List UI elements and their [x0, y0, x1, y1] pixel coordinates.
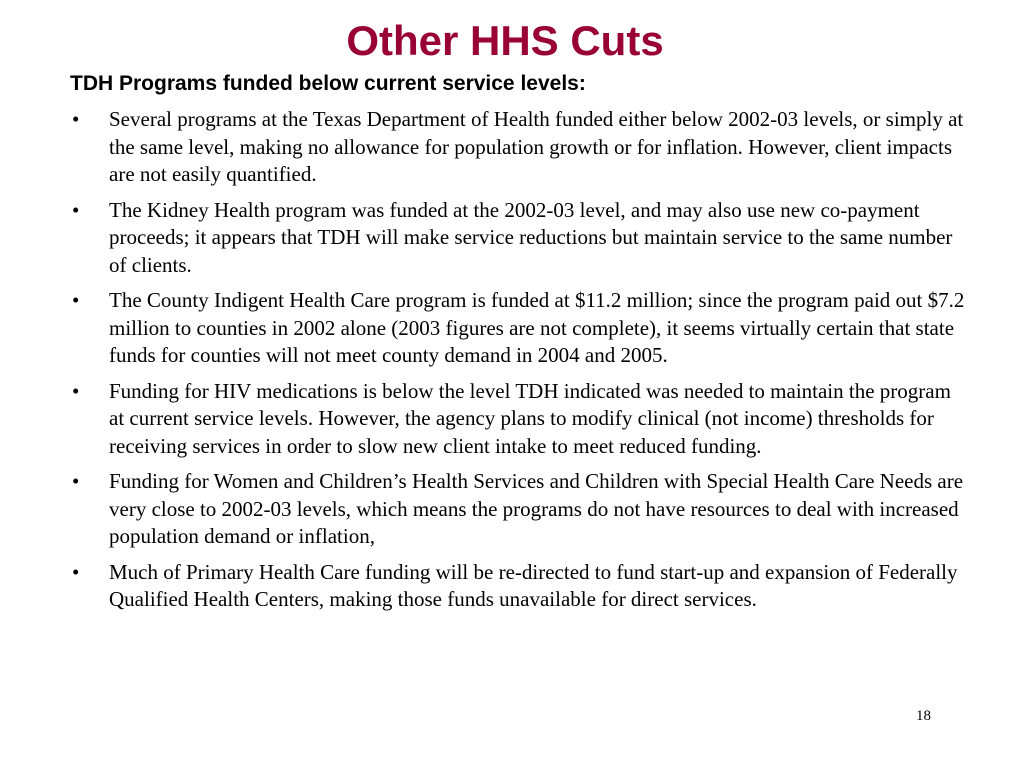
bullet-marker: •	[72, 197, 80, 222]
bullet-marker: •	[72, 107, 80, 131]
bullet-item	[70, 468, 965, 551]
slide-title: Other HHS Cuts	[346, 17, 664, 64]
bullet-item	[70, 106, 965, 189]
bullet-item	[70, 197, 965, 280]
slide-subheading: TDH Programs funded below current service levels:	[70, 72, 586, 95]
bullet-marker: •	[72, 288, 80, 312]
bullet-text: Funding for Women and Children’s Health Services and Children with Special Health Care Needs are very close to 2002-03 levels, which means the programs do not have resources to deal with increased population demand or inflation,	[109, 469, 964, 548]
bullet-text: Several programs at the Texas Department of Health funded either below 2002-03 levels, or simply at the same level, making no allowance for population growth or for inflation. However, client impacts are not easily quantified.	[109, 107, 964, 186]
bullet-item	[70, 559, 965, 614]
bullet-marker: •	[72, 559, 80, 584]
bullet-item	[70, 287, 965, 370]
bullet-marker: •	[72, 469, 80, 493]
bullet-marker: •	[72, 378, 80, 403]
bullet-list	[70, 106, 965, 622]
bullet-text: The County Indigent Health Care program is funded at $11.2 million; since the program paid out $7.2 million to counties in 2002 alone (2003 figures are not complete), it seems virtually certain that state funds for counties will not meet county demand in 2004 and 2005.	[109, 288, 965, 367]
bullet-text: The Kidney Health program was funded at the 2002-03 level, and may also use new co-payment proceeds; it appears that TDH will make service reductions but maintain service to the same number of clients.	[109, 197, 953, 277]
page-number: 18	[916, 708, 931, 724]
bullet-text: Funding for HIV medications is below the level TDH indicated was needed to maintain the program at current service levels. However, the agency plans to modify clinical (not income) thresholds for receiving services in order to slow new client intake to meet reduced funding.	[109, 378, 951, 458]
bullet-text: Much of Primary Health Care funding will be re-directed to fund start-up and expansion of Federally Qualified Health Centers, making those funds unavailable for direct services.	[109, 559, 958, 611]
bullet-item	[70, 378, 965, 461]
